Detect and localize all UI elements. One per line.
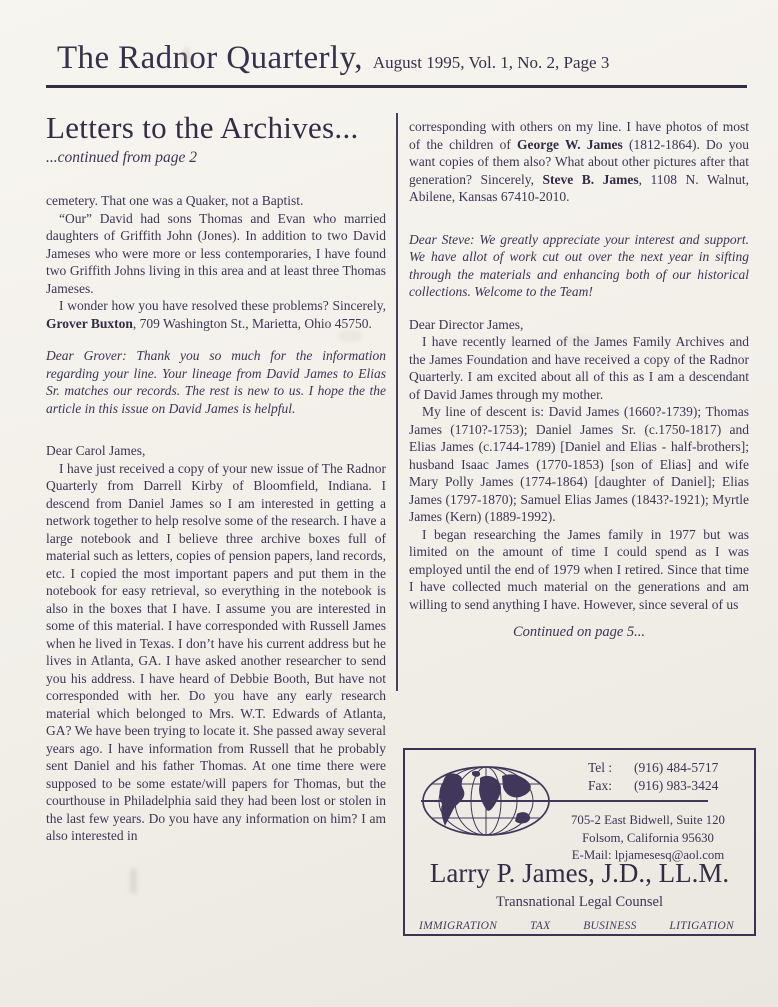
text-run: , 1108 N. Walnut, Abilene, Kansas 67410-2010.: [409, 171, 749, 204]
masthead: [57, 40, 609, 77]
service-business: BUSINESS: [583, 920, 637, 932]
fax-row: [588, 777, 718, 795]
newsletter-title: The Radnor Quarterly,: [57, 40, 363, 76]
continued-on-note: Continued on page 5...: [512, 624, 646, 640]
service-tax: TAX: [529, 920, 551, 932]
editor-reply-steve: Dear Steve: We greatly appreciate your interest and support. We have allot of work cut out over the next year in sifting through the materials and enhancing both of our historical collections. Welcome to the Team!: [409, 231, 749, 299]
text-run: I wonder how you have resolved these problems? Sincerely,: [59, 298, 386, 313]
issue-info: August 1995, Vol. 1, No. 2, Page 3: [372, 53, 610, 72]
text-run: corresponding with others on my line. I have photos of most of the children of: [409, 119, 749, 152]
paragraph-researching-1977: I began researching the James family in 1977 but was limited on the amount of time I could spend as I was employed until the end of 1979 when I retired. Since that time I have collected much material on the generations and am willing to send anything I have. However, since several of us: [409, 526, 749, 612]
column-divider: [396, 113, 398, 691]
paragraph-james-foundation: I have recently learned of the James Family Archives and the James Foundation and have received a copy of the Radnor Quarterly. I am excited about all of this as I am a descendant of David James through my mother.: [409, 334, 749, 402]
business-card-ad: [403, 748, 756, 936]
paragraph-cemetery: cemetery. That one was a Quaker, not a Baptist.: [46, 193, 304, 208]
service-litigation: LITIGATION: [669, 920, 734, 932]
paragraph-line-of-descent: My line of descent is: David James (1660?-1739); Thomas James (1710?-1753); Daniel James Sr. (c.1750-1817) and Elias James (c.1744-1789) [Daniel and Elias - half-brothers]; husband Isaac James (1770-1853) [son of Elias] and wife Mary Polly James (1774-1864) [daughter of Daniel]; Elias James (1797-1870); Samuel Elias James (1843?-1921); Myrtle James (Kern) (1889-1992).: [409, 404, 749, 524]
tel-label: Tel :: [588, 760, 613, 775]
paragraph-our-david: “Our” David had sons Thomas and Evan who married daughters of Griffith John (Jones). In addition to two David Jameses who were more or less contemporaries, I have found two Griffith Johns living in this area and at least three Thomas Jameses.: [46, 210, 386, 296]
salutation-director-james: Dear Director James,: [409, 316, 524, 332]
globe-icon: [420, 764, 552, 843]
article-title: Letters to the Archives...: [46, 110, 359, 145]
attorney-tagline: Transnational Legal Counsel: [496, 894, 663, 910]
card-divider-line: [421, 800, 708, 802]
editor-reply-grover: Dear Grover: Thank you so much for the information regarding your line. Your lineage from David James to Elias Sr. matches our records. The rest is new to us. I hope the the article in this issue on David James is helpful.: [46, 348, 386, 416]
masthead-rule: [46, 85, 747, 88]
paragraph-steve-letter: [409, 118, 749, 206]
fax-value: (916) 983-3424: [634, 778, 719, 793]
salutation-carol-james: Dear Carol James,: [46, 443, 146, 458]
address-line-2: Folsom, California 95630: [582, 830, 714, 845]
address-block: [541, 812, 755, 865]
name-steve-b-james: Steve B. James: [542, 171, 639, 187]
fax-label: Fax:: [588, 778, 613, 793]
right-column: [409, 118, 749, 641]
continued-from-note: ...continued from page 2: [46, 149, 197, 166]
phone-block: [588, 759, 718, 795]
tel-value: (916) 484-5717: [634, 760, 719, 775]
attorney-name: Larry P. James, J.D., LL.M.: [429, 858, 730, 888]
service-immigration: IMMIGRATION: [419, 920, 498, 932]
text-run: (1812-1864). Do you want copies of them also? What about other pictures after that generation? Sincerely,: [409, 136, 749, 187]
name-george-w-james: George W. James: [517, 136, 623, 152]
left-column: [46, 110, 386, 845]
tel-row: [588, 759, 718, 777]
email-line: E-Mail: lpjamesesq@aol.com: [571, 848, 725, 862]
paragraph-grover-signature: [46, 297, 386, 332]
address-line-1: 705-2 East Bidwell, Suite 120: [571, 813, 725, 827]
name-grover-buxton: Grover Buxton: [46, 315, 133, 331]
text-run: , 709 Washington St., Marietta, Ohio 45750.: [132, 315, 372, 331]
paragraph-carol-letter: I have just received a copy of your new issue of The Radnor Quarterly from Darrell Kirby of Bloomfield, Indiana. I descend from Daniel James so I am interested in getting a network together to help resolve some of the research. I have a large notebook and I believe three archive boxes full of material such as letters, copies of pension papers, land records, etc. I copied the most important papers and put them in the notebook for easy retrieval, so everything in the notebook is also in the boxes that I have. I assume you are interested in some of this material. I have corresponded with Russell James when he lived in Texas. I don’t have his current address but he lives in Atlanta, GA. I have asked another researcher to send you his address. I have heard of Debbie Booth, But have not corresponded with her. Do you have any early research material which belonged to Mrs. W.T. Edwards of Atlanta, GA? We have been trying to locate it. She passed away several years ago. I have information from Russell that he probably sent Daniel and his father Thomas. At one time there were supposed to be some estate/will papers for Thomas, but the courthouse in Philadelphia said they had been lost or stolen in the last few years. Do you have any information on him? I am also interested in: [46, 460, 386, 843]
services-row: [419, 920, 734, 932]
paper-smudge: [130, 868, 137, 894]
